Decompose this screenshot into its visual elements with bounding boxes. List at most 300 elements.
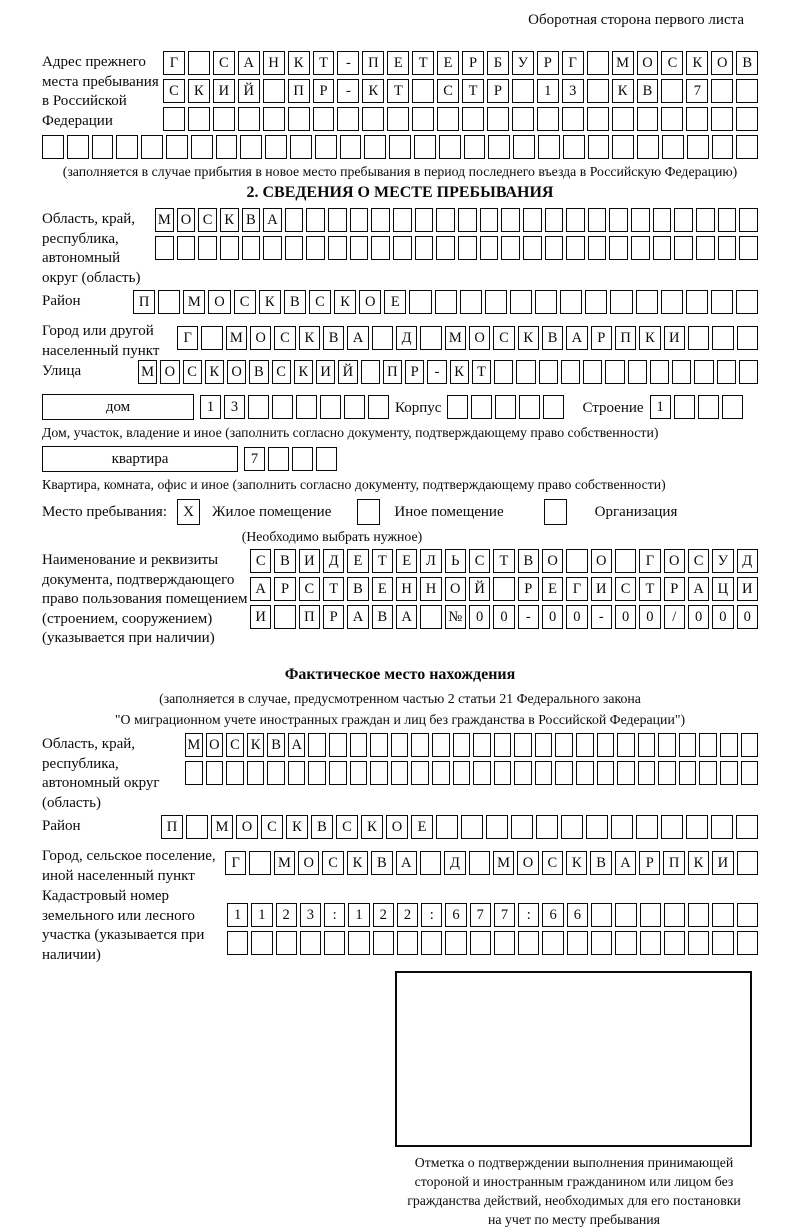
char-cell[interactable]: 0	[639, 605, 660, 629]
char-cell[interactable]	[290, 135, 312, 159]
char-cell[interactable]	[420, 605, 441, 629]
char-cell[interactable]	[661, 107, 683, 131]
char-cell[interactable]: 6	[445, 903, 466, 927]
char-cell[interactable]	[545, 236, 564, 260]
char-cell[interactable]	[362, 107, 384, 131]
char-cell[interactable]	[658, 761, 676, 785]
char-cell[interactable]	[470, 931, 491, 955]
char-cell[interactable]	[480, 208, 499, 232]
char-cell[interactable]	[542, 931, 563, 955]
char-cell[interactable]: К	[518, 326, 539, 350]
char-cell[interactable]: Д	[737, 549, 758, 573]
char-cell[interactable]: В	[736, 51, 758, 75]
char-cell[interactable]: К	[362, 79, 384, 103]
char-cell[interactable]	[561, 815, 583, 839]
char-cell[interactable]: 7	[470, 903, 491, 927]
char-cell[interactable]	[488, 135, 510, 159]
char-cell[interactable]	[555, 761, 573, 785]
char-cell[interactable]	[436, 815, 458, 839]
char-cell[interactable]	[464, 135, 486, 159]
char-cell[interactable]	[268, 447, 289, 471]
char-cell[interactable]	[566, 236, 585, 260]
char-cell[interactable]: С	[661, 51, 683, 75]
char-cell[interactable]	[42, 135, 64, 159]
char-cell[interactable]	[458, 208, 477, 232]
char-cell[interactable]: К	[288, 51, 310, 75]
char-cell[interactable]	[664, 903, 685, 927]
char-cell[interactable]	[373, 931, 394, 955]
char-cell[interactable]	[371, 208, 390, 232]
char-cell[interactable]	[485, 290, 507, 314]
char-cell[interactable]	[638, 733, 656, 757]
char-cell[interactable]	[412, 79, 434, 103]
char-cell[interactable]: Р	[313, 79, 335, 103]
char-cell[interactable]	[587, 107, 609, 131]
char-cell[interactable]: С	[261, 815, 283, 839]
char-cell[interactable]	[370, 733, 388, 757]
char-cell[interactable]	[696, 208, 715, 232]
char-cell[interactable]	[739, 208, 758, 232]
char-cell[interactable]	[510, 290, 532, 314]
char-cell[interactable]	[494, 733, 512, 757]
char-cell[interactable]: Т	[323, 577, 344, 601]
char-cell[interactable]	[344, 395, 365, 419]
char-cell[interactable]: Й	[238, 79, 260, 103]
char-cell[interactable]	[535, 290, 557, 314]
char-cell[interactable]: 1	[537, 79, 559, 103]
char-cell[interactable]: №	[445, 605, 466, 629]
char-cell[interactable]	[308, 761, 326, 785]
char-cell[interactable]	[539, 360, 558, 384]
char-cell[interactable]: Т	[387, 79, 409, 103]
char-cell[interactable]	[662, 135, 684, 159]
char-cell[interactable]: К	[220, 208, 239, 232]
char-cell[interactable]: С	[299, 577, 320, 601]
char-cell[interactable]	[166, 135, 188, 159]
char-cell[interactable]: В	[242, 208, 261, 232]
char-cell[interactable]	[640, 931, 661, 955]
char-cell[interactable]: К	[566, 851, 587, 875]
char-cell[interactable]: Р	[405, 360, 424, 384]
char-cell[interactable]: Л	[420, 549, 441, 573]
char-cell[interactable]: М	[138, 360, 157, 384]
char-cell[interactable]: В	[274, 549, 295, 573]
char-cell[interactable]: :	[518, 903, 539, 927]
char-cell[interactable]: О	[591, 549, 612, 573]
char-cell[interactable]	[536, 815, 558, 839]
char-cell[interactable]	[576, 733, 594, 757]
char-cell[interactable]: 3	[562, 79, 584, 103]
char-cell[interactable]: -	[337, 51, 359, 75]
char-cell[interactable]: П	[299, 605, 320, 629]
char-cell[interactable]: И	[664, 326, 685, 350]
char-cell[interactable]	[340, 135, 362, 159]
char-cell[interactable]	[628, 360, 647, 384]
char-cell[interactable]	[329, 733, 347, 757]
char-cell[interactable]	[576, 761, 594, 785]
char-cell[interactable]: 1	[200, 395, 221, 419]
char-cell[interactable]	[591, 931, 612, 955]
char-cell[interactable]	[609, 208, 628, 232]
char-cell[interactable]: О	[359, 290, 381, 314]
char-cell[interactable]	[411, 733, 429, 757]
char-cell[interactable]: О	[469, 326, 490, 350]
char-cell[interactable]: О	[177, 208, 196, 232]
char-cell[interactable]: В	[347, 577, 368, 601]
char-cell[interactable]	[699, 761, 717, 785]
char-cell[interactable]	[535, 733, 553, 757]
char-cell[interactable]	[462, 107, 484, 131]
char-cell[interactable]: П	[288, 79, 310, 103]
char-cell[interactable]: Т	[372, 549, 393, 573]
char-cell[interactable]	[720, 761, 738, 785]
char-cell[interactable]	[636, 815, 658, 839]
char-cell[interactable]: К	[639, 326, 660, 350]
char-cell[interactable]	[329, 761, 347, 785]
char-cell[interactable]	[737, 931, 758, 955]
char-cell[interactable]: И	[213, 79, 235, 103]
char-cell[interactable]: 1	[348, 903, 369, 927]
char-cell[interactable]	[537, 107, 559, 131]
char-cell[interactable]	[486, 815, 508, 839]
char-cell[interactable]	[699, 733, 717, 757]
char-cell[interactable]	[679, 733, 697, 757]
char-cell[interactable]	[717, 360, 736, 384]
char-cell[interactable]	[411, 761, 429, 785]
char-cell[interactable]	[185, 761, 203, 785]
char-cell[interactable]	[523, 208, 542, 232]
char-cell[interactable]	[688, 903, 709, 927]
char-cell[interactable]: М	[183, 290, 205, 314]
char-cell[interactable]	[712, 903, 733, 927]
char-cell[interactable]	[583, 360, 602, 384]
char-cell[interactable]	[313, 107, 335, 131]
char-cell[interactable]: В	[267, 733, 285, 757]
char-cell[interactable]	[276, 931, 297, 955]
char-cell[interactable]	[561, 360, 580, 384]
char-cell[interactable]	[658, 733, 676, 757]
char-cell[interactable]	[585, 290, 607, 314]
char-cell[interactable]: К	[205, 360, 224, 384]
char-cell[interactable]: О	[664, 549, 685, 573]
char-cell[interactable]: О	[160, 360, 179, 384]
char-cell[interactable]: А	[263, 208, 282, 232]
char-cell[interactable]: 0	[493, 605, 514, 629]
char-cell[interactable]: К	[686, 51, 708, 75]
char-cell[interactable]: И	[591, 577, 612, 601]
char-cell[interactable]	[512, 79, 534, 103]
char-cell[interactable]	[587, 79, 609, 103]
char-cell[interactable]	[92, 135, 114, 159]
char-cell[interactable]	[370, 761, 388, 785]
char-cell[interactable]: И	[250, 605, 271, 629]
char-cell[interactable]: Й	[338, 360, 357, 384]
char-cell[interactable]: О	[250, 326, 271, 350]
char-cell[interactable]	[637, 107, 659, 131]
char-cell[interactable]: Б	[487, 51, 509, 75]
house-box[interactable]: дом	[42, 394, 194, 420]
char-cell[interactable]	[163, 107, 185, 131]
char-cell[interactable]	[188, 51, 210, 75]
char-cell[interactable]: Д	[444, 851, 465, 875]
char-cell[interactable]: С	[272, 360, 291, 384]
char-cell[interactable]	[350, 761, 368, 785]
char-cell[interactable]: С	[615, 577, 636, 601]
char-cell[interactable]	[610, 290, 632, 314]
char-cell[interactable]	[615, 549, 636, 573]
char-cell[interactable]	[158, 290, 180, 314]
char-cell[interactable]: А	[688, 577, 709, 601]
char-cell[interactable]	[461, 815, 483, 839]
char-cell[interactable]	[605, 360, 624, 384]
char-cell[interactable]	[711, 107, 733, 131]
char-cell[interactable]: П	[383, 360, 402, 384]
char-cell[interactable]: П	[133, 290, 155, 314]
char-cell[interactable]	[242, 236, 261, 260]
char-cell[interactable]	[737, 326, 758, 350]
char-cell[interactable]: С	[274, 326, 295, 350]
char-cell[interactable]	[566, 549, 587, 573]
char-cell[interactable]	[586, 815, 608, 839]
char-cell[interactable]	[518, 931, 539, 955]
char-cell[interactable]	[720, 733, 738, 757]
char-cell[interactable]: Е	[384, 290, 406, 314]
char-cell[interactable]: А	[238, 51, 260, 75]
char-cell[interactable]	[393, 208, 412, 232]
char-cell[interactable]	[397, 931, 418, 955]
char-cell[interactable]: О	[445, 577, 466, 601]
char-cell[interactable]: К	[299, 326, 320, 350]
char-cell[interactable]	[545, 208, 564, 232]
char-cell[interactable]	[711, 79, 733, 103]
char-cell[interactable]	[368, 395, 389, 419]
char-cell[interactable]: А	[396, 851, 417, 875]
char-cell[interactable]	[285, 236, 304, 260]
char-cell[interactable]: К	[259, 290, 281, 314]
char-cell[interactable]	[711, 815, 733, 839]
char-cell[interactable]	[435, 290, 457, 314]
char-cell[interactable]	[653, 236, 672, 260]
char-cell[interactable]: Й	[469, 577, 490, 601]
char-cell[interactable]: В	[323, 326, 344, 350]
char-cell[interactable]: О	[637, 51, 659, 75]
char-cell[interactable]	[661, 79, 683, 103]
char-cell[interactable]	[661, 290, 683, 314]
char-cell[interactable]	[421, 931, 442, 955]
char-cell[interactable]: У	[512, 51, 534, 75]
char-cell[interactable]	[460, 290, 482, 314]
char-cell[interactable]	[664, 931, 685, 955]
char-cell[interactable]	[480, 236, 499, 260]
char-cell[interactable]	[453, 733, 471, 757]
char-cell[interactable]: Р	[274, 577, 295, 601]
char-cell[interactable]	[696, 236, 715, 260]
char-cell[interactable]	[638, 761, 656, 785]
char-cell[interactable]	[445, 931, 466, 955]
char-cell[interactable]: Т	[493, 549, 514, 573]
char-cell[interactable]: 0	[688, 605, 709, 629]
char-cell[interactable]: Т	[412, 51, 434, 75]
char-cell[interactable]	[188, 107, 210, 131]
char-cell[interactable]	[615, 931, 636, 955]
char-cell[interactable]	[412, 107, 434, 131]
char-cell[interactable]	[712, 931, 733, 955]
char-cell[interactable]: Т	[313, 51, 335, 75]
char-cell[interactable]	[439, 135, 461, 159]
char-cell[interactable]: В	[311, 815, 333, 839]
char-cell[interactable]	[687, 135, 709, 159]
char-cell[interactable]	[432, 733, 450, 757]
char-cell[interactable]	[737, 851, 758, 875]
char-cell[interactable]	[694, 360, 713, 384]
char-cell[interactable]	[415, 236, 434, 260]
char-cell[interactable]	[116, 135, 138, 159]
char-cell[interactable]: Е	[396, 549, 417, 573]
char-cell[interactable]	[588, 236, 607, 260]
char-cell[interactable]	[216, 135, 238, 159]
char-cell[interactable]: 1	[251, 903, 272, 927]
char-cell[interactable]: С	[542, 851, 563, 875]
char-cell[interactable]	[324, 931, 345, 955]
char-cell[interactable]	[494, 761, 512, 785]
char-cell[interactable]	[736, 290, 758, 314]
char-cell[interactable]: П	[161, 815, 183, 839]
char-cell[interactable]	[736, 815, 758, 839]
char-cell[interactable]	[587, 51, 609, 75]
char-cell[interactable]	[387, 107, 409, 131]
char-cell[interactable]: 0	[566, 605, 587, 629]
char-cell[interactable]	[391, 733, 409, 757]
char-cell[interactable]: С	[469, 549, 490, 573]
char-cell[interactable]	[328, 236, 347, 260]
char-cell[interactable]: О	[227, 360, 246, 384]
char-cell[interactable]	[226, 761, 244, 785]
char-cell[interactable]	[316, 447, 337, 471]
char-cell[interactable]	[469, 851, 490, 875]
char-cell[interactable]	[597, 733, 615, 757]
char-cell[interactable]	[473, 761, 491, 785]
char-cell[interactable]	[432, 761, 450, 785]
char-cell[interactable]: К	[294, 360, 313, 384]
char-cell[interactable]	[458, 236, 477, 260]
char-cell[interactable]: Г	[639, 549, 660, 573]
char-cell[interactable]: 7	[244, 447, 265, 471]
char-cell[interactable]: А	[288, 733, 306, 757]
char-cell[interactable]	[288, 107, 310, 131]
char-cell[interactable]	[265, 135, 287, 159]
char-cell[interactable]: К	[361, 815, 383, 839]
char-cell[interactable]	[453, 761, 471, 785]
char-cell[interactable]	[612, 107, 634, 131]
char-cell[interactable]: А	[347, 605, 368, 629]
char-cell[interactable]	[631, 208, 650, 232]
char-cell[interactable]	[227, 931, 248, 955]
char-cell[interactable]	[736, 135, 758, 159]
char-cell[interactable]: О	[517, 851, 538, 875]
char-cell[interactable]: Е	[387, 51, 409, 75]
char-cell[interactable]	[263, 236, 282, 260]
char-cell[interactable]: -	[591, 605, 612, 629]
char-cell[interactable]	[739, 360, 758, 384]
char-cell[interactable]	[611, 815, 633, 839]
char-cell[interactable]	[519, 395, 540, 419]
char-cell[interactable]: Н	[396, 577, 417, 601]
char-cell[interactable]	[516, 360, 535, 384]
char-cell[interactable]: Г	[163, 51, 185, 75]
char-cell[interactable]	[591, 903, 612, 927]
char-cell[interactable]: Г	[225, 851, 246, 875]
char-cell[interactable]	[337, 107, 359, 131]
char-cell[interactable]	[672, 360, 691, 384]
char-cell[interactable]: Р	[462, 51, 484, 75]
char-cell[interactable]: 0	[469, 605, 490, 629]
char-cell[interactable]: 1	[227, 903, 248, 927]
char-cell[interactable]	[437, 107, 459, 131]
char-cell[interactable]	[555, 733, 573, 757]
char-cell[interactable]: 0	[712, 605, 733, 629]
char-cell[interactable]	[523, 236, 542, 260]
char-cell[interactable]	[686, 815, 708, 839]
char-cell[interactable]	[543, 395, 564, 419]
char-cell[interactable]: С	[336, 815, 358, 839]
char-cell[interactable]	[372, 326, 393, 350]
char-cell[interactable]: В	[249, 360, 268, 384]
char-cell[interactable]: К	[286, 815, 308, 839]
char-cell[interactable]: -	[337, 79, 359, 103]
char-cell[interactable]: Е	[372, 577, 393, 601]
char-cell[interactable]	[155, 236, 174, 260]
char-cell[interactable]	[274, 605, 295, 629]
char-cell[interactable]	[493, 577, 514, 601]
char-cell[interactable]: М	[445, 326, 466, 350]
char-cell[interactable]	[315, 135, 337, 159]
char-cell[interactable]: В	[284, 290, 306, 314]
char-cell[interactable]: К	[334, 290, 356, 314]
char-cell[interactable]	[674, 236, 693, 260]
char-cell[interactable]	[612, 135, 634, 159]
char-cell[interactable]	[251, 931, 272, 955]
char-cell[interactable]	[617, 761, 635, 785]
char-cell[interactable]: Д	[396, 326, 417, 350]
char-cell[interactable]: А	[566, 326, 587, 350]
char-cell[interactable]: П	[663, 851, 684, 875]
char-cell[interactable]	[597, 761, 615, 785]
char-cell[interactable]	[538, 135, 560, 159]
char-cell[interactable]	[736, 107, 758, 131]
char-cell[interactable]	[300, 931, 321, 955]
char-cell[interactable]: К	[188, 79, 210, 103]
char-cell[interactable]	[348, 931, 369, 955]
char-cell[interactable]: 6	[542, 903, 563, 927]
char-cell[interactable]: И	[299, 549, 320, 573]
char-cell[interactable]: С	[163, 79, 185, 103]
char-cell[interactable]	[688, 931, 709, 955]
char-cell[interactable]: С	[198, 208, 217, 232]
char-cell[interactable]: У	[712, 549, 733, 573]
checkbox-inoe[interactable]	[357, 499, 380, 525]
char-cell[interactable]	[698, 395, 719, 419]
char-cell[interactable]: :	[324, 903, 345, 927]
char-cell[interactable]: С	[688, 549, 709, 573]
char-cell[interactable]: Г	[177, 326, 198, 350]
char-cell[interactable]: М	[185, 733, 203, 757]
char-cell[interactable]	[487, 107, 509, 131]
char-cell[interactable]: М	[274, 851, 295, 875]
char-cell[interactable]: 2	[373, 903, 394, 927]
char-cell[interactable]: М	[226, 326, 247, 350]
char-cell[interactable]	[494, 360, 513, 384]
char-cell[interactable]: С	[250, 549, 271, 573]
